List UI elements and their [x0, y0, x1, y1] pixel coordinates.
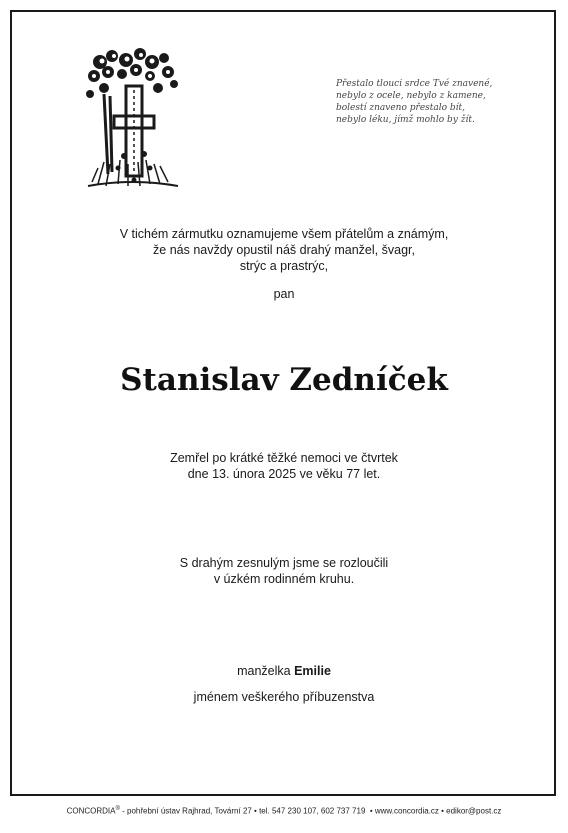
- farewell-line: v úzkém rodinném kruhu.: [213, 572, 355, 586]
- cross-with-tree-icon: [78, 44, 188, 194]
- signature-name: Emilie: [294, 664, 331, 678]
- poem-line: nebylo z ocele, nebylo z kamene,: [336, 91, 486, 101]
- intro-line: strýc a prastrýc,: [239, 259, 329, 273]
- signature-family: jménem veškerého příbuzenstva: [193, 690, 375, 704]
- farewell-info: [0, 555, 568, 587]
- footer-text: - pohřební ústav Rajhrad, Tovární 27 • tel. 547 230 107, 602 737 719 • www.concordia.cz • edikor@post.cz: [119, 806, 502, 816]
- poem-line: nebylo léku, jímž mohlo by žít.: [336, 115, 475, 125]
- farewell-line: S drahým zesnulým jsme se rozloučili: [179, 556, 389, 570]
- title-word: pan: [273, 287, 295, 301]
- death-info-line: Zemřel po krátké těžké nemoci ve čtvrtek: [170, 451, 398, 465]
- footer-reg-mark: ®: [115, 806, 120, 812]
- poem-line: Přestalo tlouci srdce Tvé znavené,: [336, 79, 493, 89]
- intro-line: že nás navždy opustil náš drahý manžel, švagr,: [153, 243, 415, 257]
- death-info: [0, 450, 568, 482]
- death-info-line: dne 13. února 2025 ve věku 77 let.: [187, 467, 381, 481]
- poem-verse: [336, 78, 536, 126]
- signature-block: [0, 663, 568, 705]
- footer-brand: CONCORDIA: [66, 806, 116, 816]
- signature-prefix: manželka: [237, 664, 295, 678]
- signature-line: [0, 663, 568, 679]
- footer-contact: [0, 806, 568, 816]
- announcement-intro: [0, 226, 568, 274]
- intro-line: V tichém zármutku oznamujeme všem přátelům a známým,: [119, 227, 449, 241]
- poem-line: bolestí znaveno přestalo bít,: [336, 103, 466, 113]
- deceased-name: Stanislav Zedníček: [120, 362, 448, 398]
